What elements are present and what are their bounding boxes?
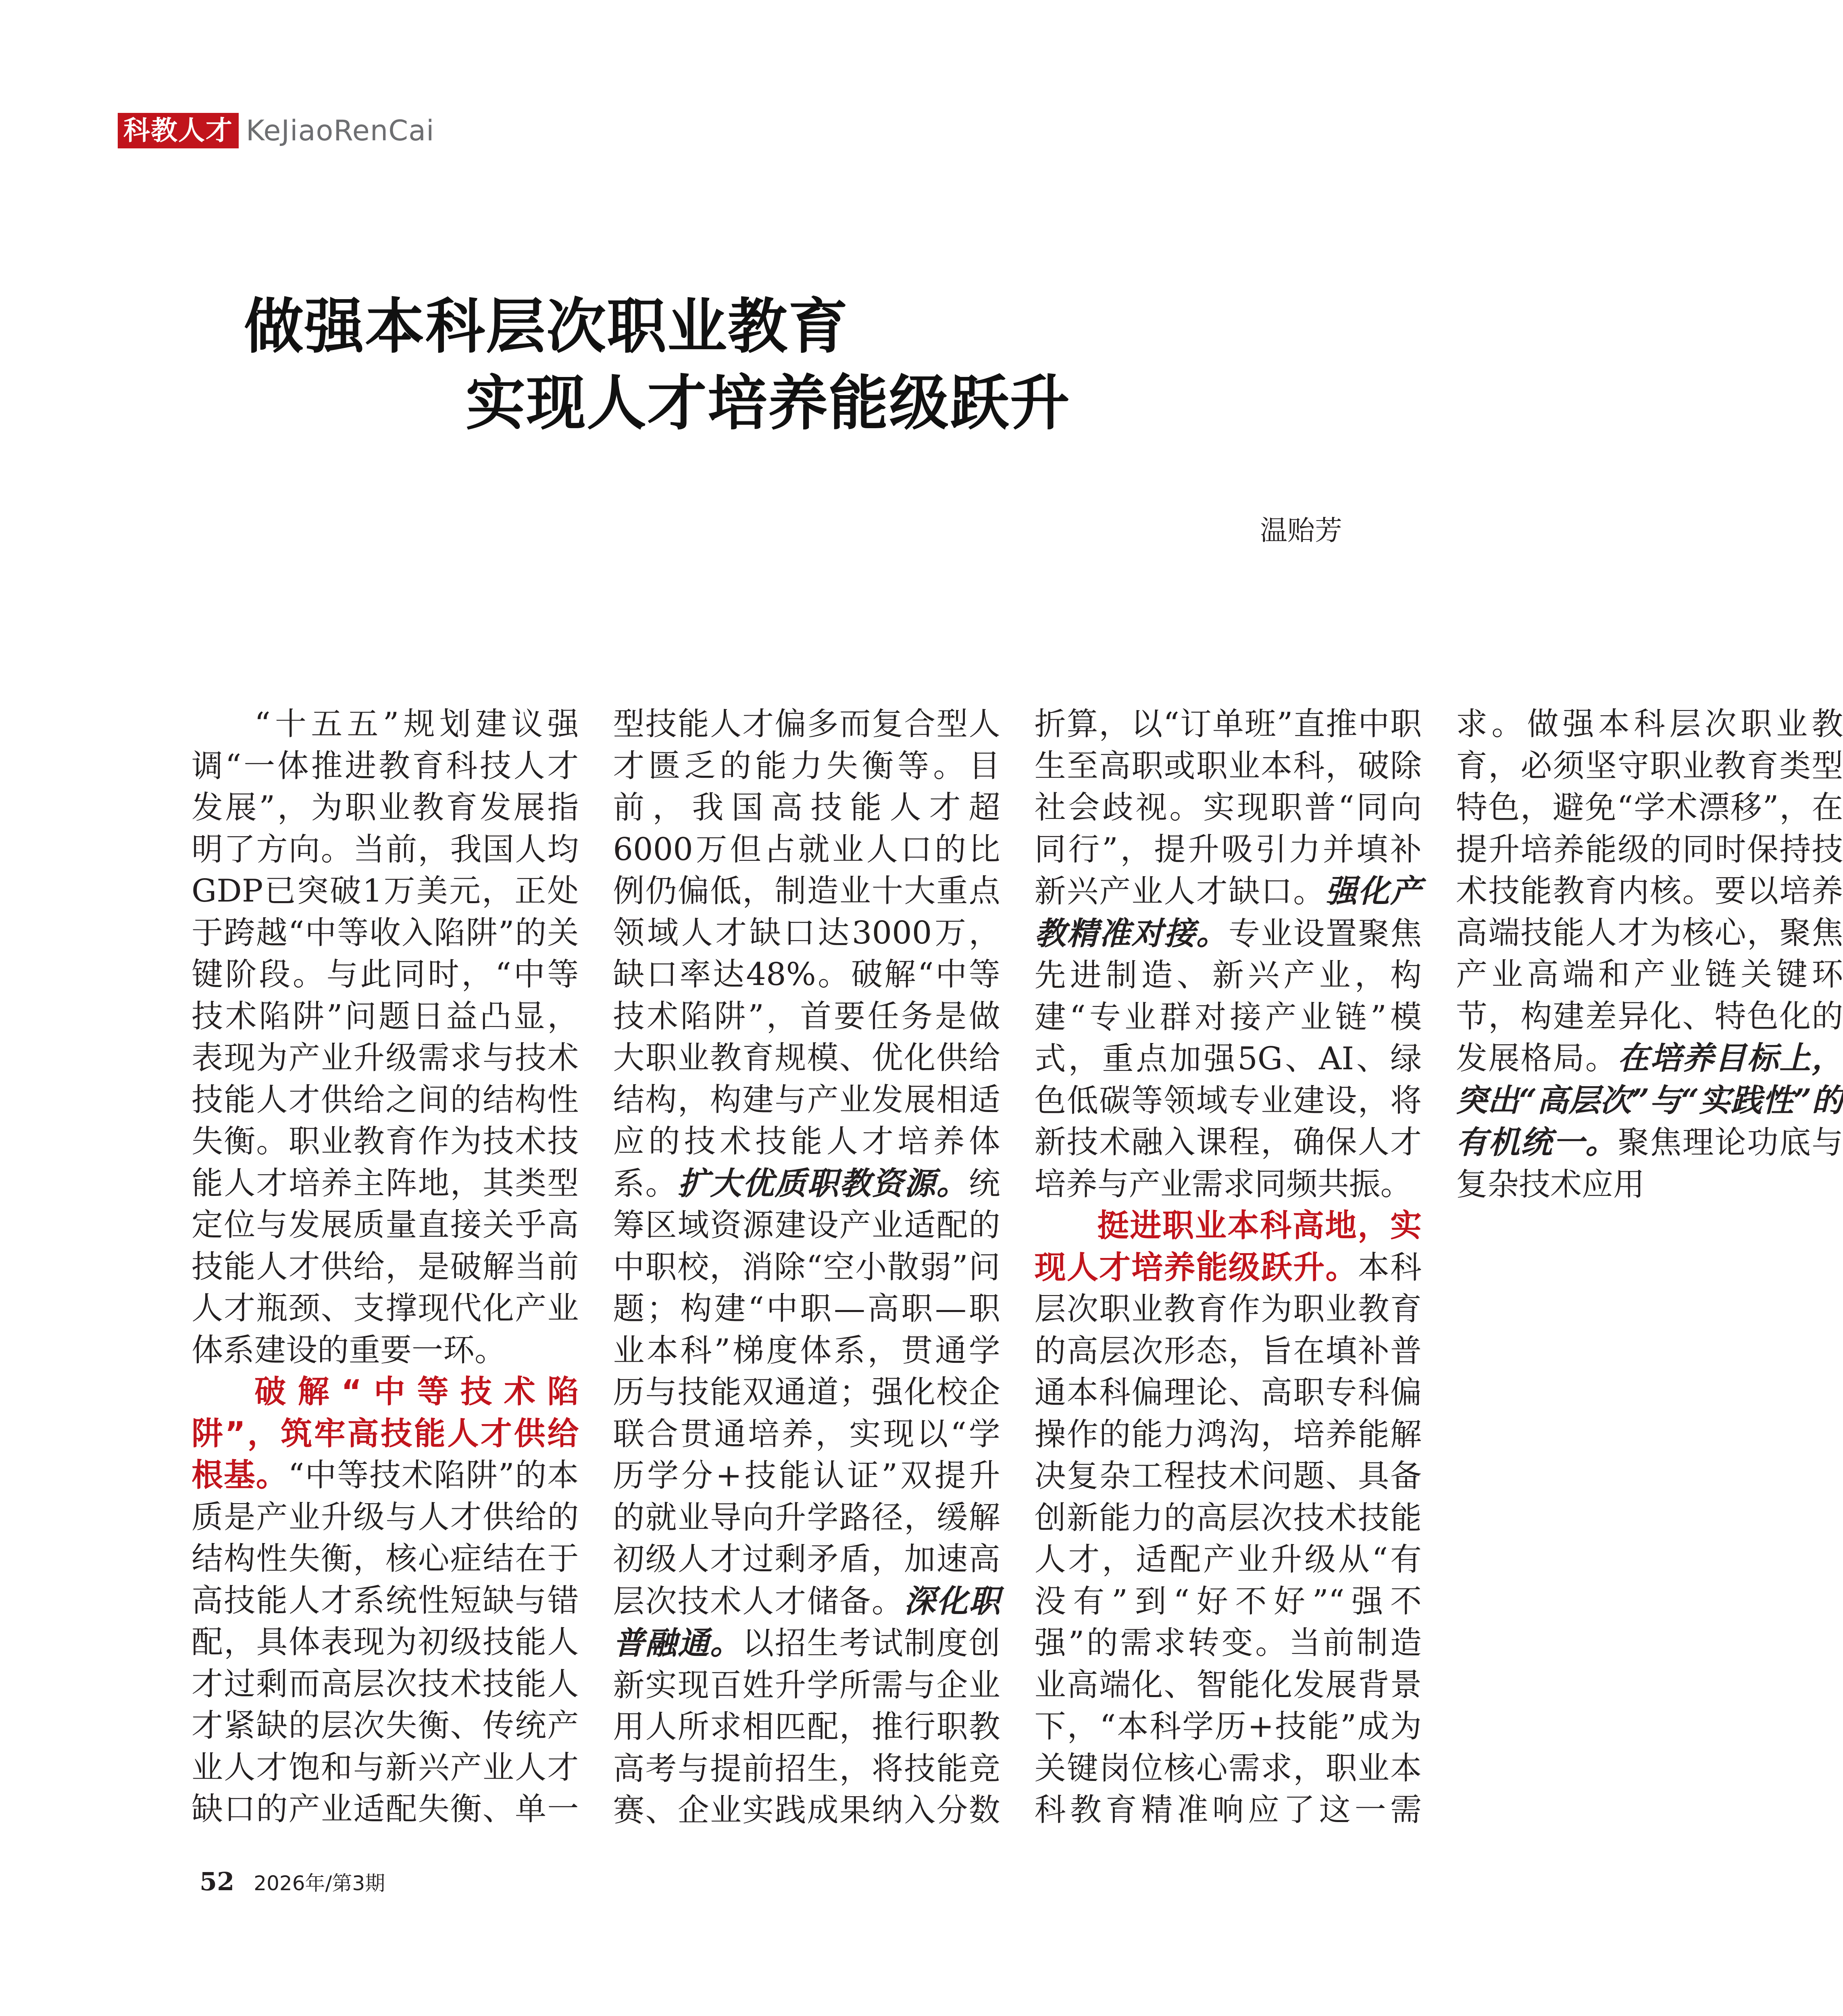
body-text: 统筹区域资源建设产业适配的中职校，消除“空小散弱”问题；构建“中职—高职—职业本科”梯度体系，贯通学历与技能双通道；强化校企联合贯通培养，实现以“学历学分+技能认证”双提升的就业导向升学路径，缓解初级人才过剩矛盾，加速高层次技术人才储备。: [613, 1165, 1000, 1620]
paragraph-intro: “十五五”规划建议强调“一体推进教育科技人才发展”，为职业教育发展指明了方向。当前，我国人均GDP已突破1万美元，正处于跨越“中等收入陷阱”的关键阶段。与此同时，“中等技术陷阱”问题日益凸显，表现为产业升级需求与技术技能人才供给之间的结构性失衡。职业教育作为技术技能人才培养主阵地，其类型定位与发展质量直接关乎高技能人才供给，是破解当前人才瓶颈、支撑现代化产业体系建设的重要一环。: [192, 706, 579, 1368]
issue-label: 2026年/第3期: [254, 1872, 385, 1895]
article-title-line2: 实现人才培养能级跃升: [466, 368, 1070, 438]
subpoint-heading: 深化职普融通。: [613, 1583, 1000, 1662]
section-name-en: KeJiaoRenCai: [246, 114, 435, 147]
body-text: 专业设置聚焦先进制造、新兴产业，构建“专业群对接产业链”模式，重点加强5G、AI、绿色低碳等领域专业建设，将新技术融入课程，确保人才培养与产业需求同频共振。: [1034, 915, 1422, 1202]
section-heading-2: 挺进职业本科高地，实现人才培养能级跃升。: [1034, 1208, 1422, 1286]
subpoint-heading: 扩大优质职教资源。: [677, 1165, 969, 1202]
subpoint-heading: 强化产教精准对接。: [1034, 873, 1422, 952]
body-text: 聚焦理论功底与复杂技术应用: [1456, 1125, 1843, 1203]
body-text: “中等技术陷阱”的本质是产业升级与人才供给的结构性失衡，核心症结在于高技能人才系统性短缺与错配，具体表现为初级技能人才过剩而高层次技术技能人才紧缺的层次失衡、传统产业人才饱和与新兴产业人才缺口的产业适配失衡、单一型技能人才偏多而复合型人才匮乏的能力失衡等。目前，我国高技能人才超6000万但占就业人口的比例仍偏低，制造业十大重点领域人才缺口达3000万，缺口率达48%。破解“中等技术陷阱”，首要任务是做大职业教育规模、优化供给结构，构建与产业发展相适应的技术技能人才培养体系。: [192, 706, 1000, 1827]
article-title-line1: 做强本科层次职业教育: [244, 291, 849, 361]
body-text: 以招生考试制度创新实现百姓升学所需与企业用人所求相匹配，推行职教高考与提前招生，将技能竞赛、企业实践成果纳入分数折算，以“订单班”直推中职生至高职或职业本科，破除社会歧视。实现职普“同向同行”，提升吸引力并填补新兴产业人才缺口。: [613, 706, 1422, 1829]
section-header: [118, 113, 434, 148]
page-footer: [200, 1867, 385, 1896]
section-tag: 科教人才: [118, 113, 239, 148]
subpoint-heading: 在培养目标上，突出“高层次”与“实践性”的有机统一。: [1456, 1040, 1843, 1161]
body-text: 本科层次职业教育作为职业教育的高层次形态，旨在填补普通本科偏理论、高职专科偏操作的能力鸿沟，培养能解决复杂工程技术问题、具备创新能力的高层次技术技能人才，适配产业升级从“有没有”到“好不好”“强不强”的需求转变。当前制造业高端化、智能化发展背景下，“本科学历+技能”成为关键岗位核心需求，职业本科教育精准响应了这一需求。做强本科层次职业教育，必须坚守职业教育类型特色，避免“学术漂移”，在提升培养能级的同时保持技术技能教育内核。要以培养高端技能人才为核心，聚焦产业高端和产业链关键环节，构建差异化、特色化的发展格局。: [1034, 706, 1843, 1828]
page-number: 52: [200, 1867, 235, 1896]
article-body: [192, 704, 1843, 1845]
article-author: 温贻芳: [1260, 515, 1343, 547]
section-heading-1: 破解“中等技术陷阱”，筑牢高技能人才供给根基。: [192, 1374, 579, 1493]
